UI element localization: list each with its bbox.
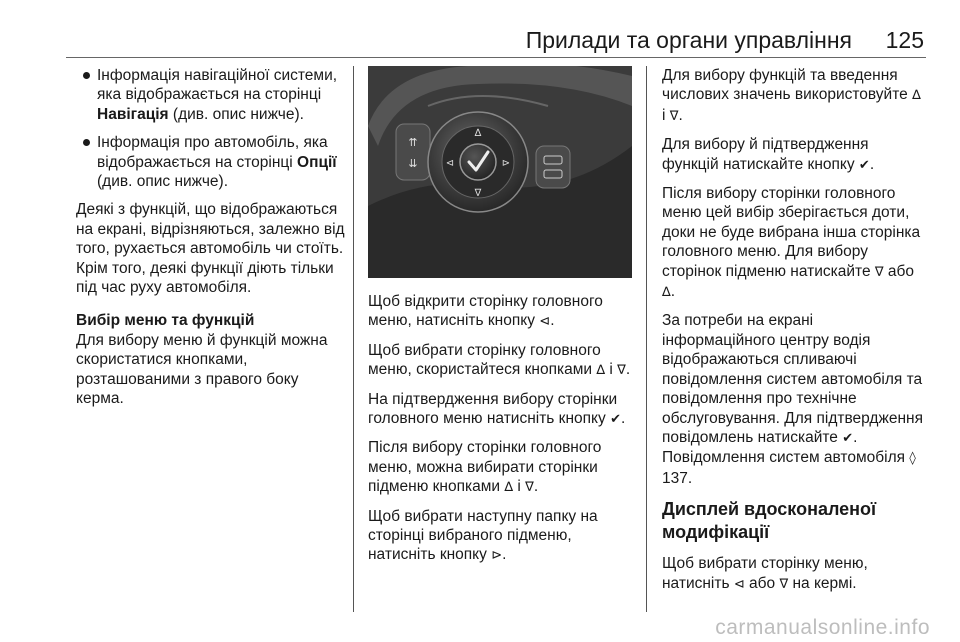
down-button-icon: ∇ bbox=[617, 363, 626, 379]
page-reference-icon: ◊ bbox=[909, 451, 916, 467]
paragraph-popup-messages: За потреби на екрані інформаційного центру водія відображаються спливаючі повідомлення систем автомобіля та повідомлення про технічне обслуговування. Для підтвердження повідомлень натискайте ✔. Повідомлення систем автомобіля ◊ 137. bbox=[662, 312, 923, 487]
svg-text:∇: ∇ bbox=[474, 188, 482, 199]
column-divider-2 bbox=[646, 66, 647, 612]
header-divider bbox=[66, 57, 926, 58]
down-button-icon: ∇ bbox=[669, 108, 679, 124]
paragraph-select-menu-page: Щоб вибрати сторінку меню, натисніть ⊲ або ∇ на кермі. bbox=[662, 555, 868, 592]
down-button-icon: ∇ bbox=[779, 576, 789, 592]
section-heading-advanced-display: Дисплей вдосконаленої модифікації bbox=[662, 499, 877, 543]
column-divider-1 bbox=[353, 66, 354, 612]
left-button-icon: ⊲ bbox=[733, 576, 745, 592]
bullet-item-navigation: Інформація навігаційної системи, яка відображається на сторінці Навігація (див. опис нижче). bbox=[76, 66, 346, 124]
svg-text:∆: ∆ bbox=[474, 128, 482, 139]
up-button-icon: ∆ bbox=[662, 285, 671, 301]
column-1 bbox=[76, 66, 346, 418]
paragraph-next-folder: Щоб вибрати наступну папку на сторінці вибраного підменю, натисніть кнопку ⊳. bbox=[368, 507, 598, 564]
bullet-dot-icon bbox=[83, 139, 90, 146]
paragraph-submenu-pages: Після вибору сторінки головного меню, можна вибирати сторінки підменю кнопками ∆ і ∇. bbox=[368, 439, 602, 496]
column-2 bbox=[368, 66, 634, 575]
left-button-icon: ⊲ bbox=[539, 314, 551, 330]
paragraph-confirm-main-menu: На підтвердження вибору сторінки головного меню натисніть кнопку ✔. bbox=[368, 390, 626, 428]
down-button-icon: ∇ bbox=[525, 480, 534, 496]
bold-term-options: Опції bbox=[297, 153, 337, 171]
steering-wheel-illustration bbox=[368, 66, 632, 278]
paragraph-select-main-menu: Щоб вибрати сторінку головного меню, скористайтеся кнопками ∆ і ∇. bbox=[368, 341, 631, 379]
paragraph-confirm-functions: Для вибору й підтвердження функцій натискайте кнопку ✔. bbox=[662, 136, 875, 173]
check-button-icon: ✔ bbox=[610, 412, 621, 428]
paragraph-select-functions: Для вибору функцій та введення числових значень використовуйте ∆ і ∇. bbox=[662, 67, 921, 124]
up-button-icon: ∆ bbox=[504, 480, 514, 496]
paragraph-functions: Деякі з функцій, що відображаються на екрані, відрізняються, залежно від того, рухається автомобіль чи стоїть. Крім того, деякі функції діють тільки під час руху автомобіля. bbox=[76, 201, 345, 297]
paragraph-open-main-menu: Щоб відкрити сторінку головного меню, натисніть кнопку ⊲. bbox=[368, 293, 603, 330]
down-button-icon: ∇ bbox=[874, 264, 884, 280]
paragraph-menu-selection: Для вибору меню й функцій можна скористатися кнопками, розташованими з правого боку керма. bbox=[76, 331, 328, 408]
svg-text:⊲: ⊲ bbox=[445, 158, 455, 169]
svg-text:⇊: ⇊ bbox=[408, 157, 418, 170]
watermark: carmanualsonline.info bbox=[715, 616, 930, 639]
up-button-icon: ∆ bbox=[596, 363, 606, 379]
svg-text:⇈: ⇈ bbox=[408, 136, 418, 149]
svg-text:⊳: ⊳ bbox=[501, 158, 511, 169]
subheading-menu-selection: Вибір меню та функцій bbox=[76, 312, 255, 330]
bold-term-navigation: Навігація bbox=[97, 105, 169, 123]
check-button-icon: ✔ bbox=[842, 430, 854, 446]
page-header bbox=[0, 0, 960, 58]
steering-wheel-controls-image bbox=[368, 66, 632, 278]
right-button-icon: ⊳ bbox=[491, 548, 503, 564]
page-title: Прилади та органи управління bbox=[525, 27, 852, 53]
bullet-dot-icon bbox=[83, 72, 90, 79]
paragraph-selection-persists: Після вибору сторінки головного меню цей вибір зберігається доти, доки не буде вибрана інша сторінка головного меню. Для вибору сторінок підменю натискайте ∇ або ∆. bbox=[662, 185, 921, 301]
check-button-icon: ✔ bbox=[858, 157, 870, 173]
column-3 bbox=[662, 66, 926, 603]
page-number: 125 bbox=[885, 27, 924, 53]
page-reference[interactable]: 137. bbox=[662, 469, 693, 487]
up-button-icon: ∆ bbox=[912, 88, 921, 104]
bullet-item-options: Інформація про автомобіль, яка відображається на сторінці Опції (див. опис нижче). bbox=[76, 133, 346, 191]
